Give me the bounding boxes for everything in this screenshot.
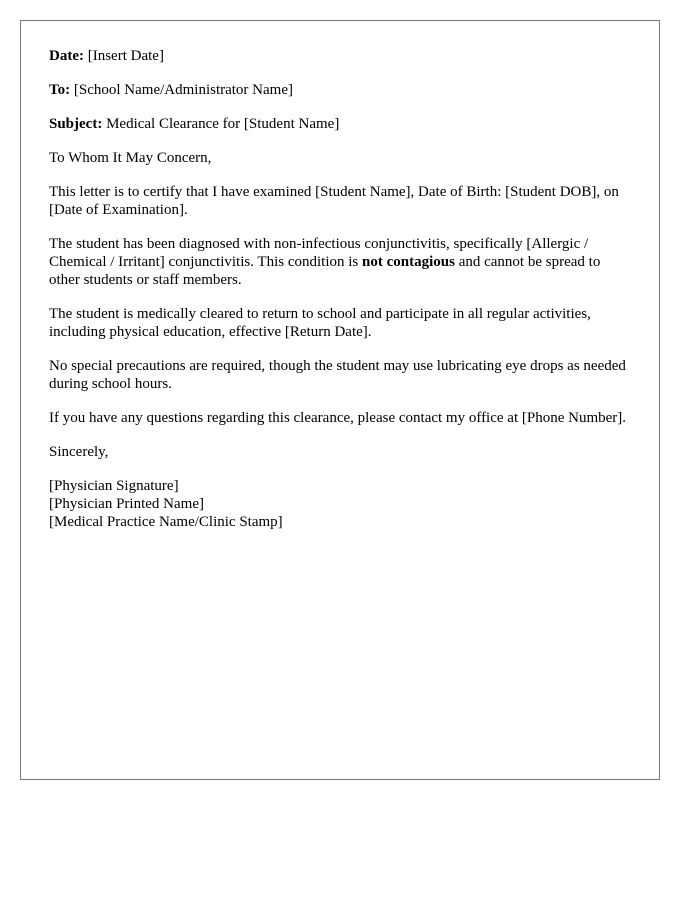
closing: Sincerely, [49,444,109,460]
date-line [49,47,634,65]
subject-line [49,115,634,133]
subject-label: Subject: [49,116,103,132]
not-contagious-emphasis: not contagious [362,254,455,270]
date-value: [Insert Date] [87,48,164,64]
letter-content [49,47,634,547]
diagnosis-paragraph [49,235,634,289]
letter-page [20,20,660,780]
clearance-paragraph: The student is medically cleared to return to school and participate in all regular activities, including physical education, effective [Return Date]. [49,306,591,340]
salutation: To Whom It May Concern, [49,150,212,166]
to-label: To: [49,82,71,98]
physician-signature: [Physician Signature] [49,478,179,494]
date-label: Date: [49,48,84,64]
practice-name: [Medical Practice Name/Clinic Stamp] [49,514,283,530]
examination-paragraph: This letter is to certify that I have examined [Student Name], Date of Birth: [Student DOB], on [Date of Examination]. [49,184,619,218]
diagnosis-text-start: The student has been diagnosed with non-infectious conjunctivitis, specifically [Allergic / Chemical / Irritant] conjunctivitis. This condition is [49,236,589,270]
signature-block [49,477,634,531]
to-value: [School Name/Administrator Name] [73,82,293,98]
precautions-paragraph: No special precautions are required, though the student may use lubricating eye drops as needed during school hours. [49,358,626,392]
recipient-line [49,81,634,99]
diagnosis-text-end: and cannot be spread to other students or staff members. [49,254,601,288]
contact-paragraph: If you have any questions regarding this clearance, please contact my office at [Phone Number]. [49,410,627,426]
subject-value: Medical Clearance for [Student Name] [106,116,340,132]
physician-printed-name: [Physician Printed Name] [49,496,204,512]
